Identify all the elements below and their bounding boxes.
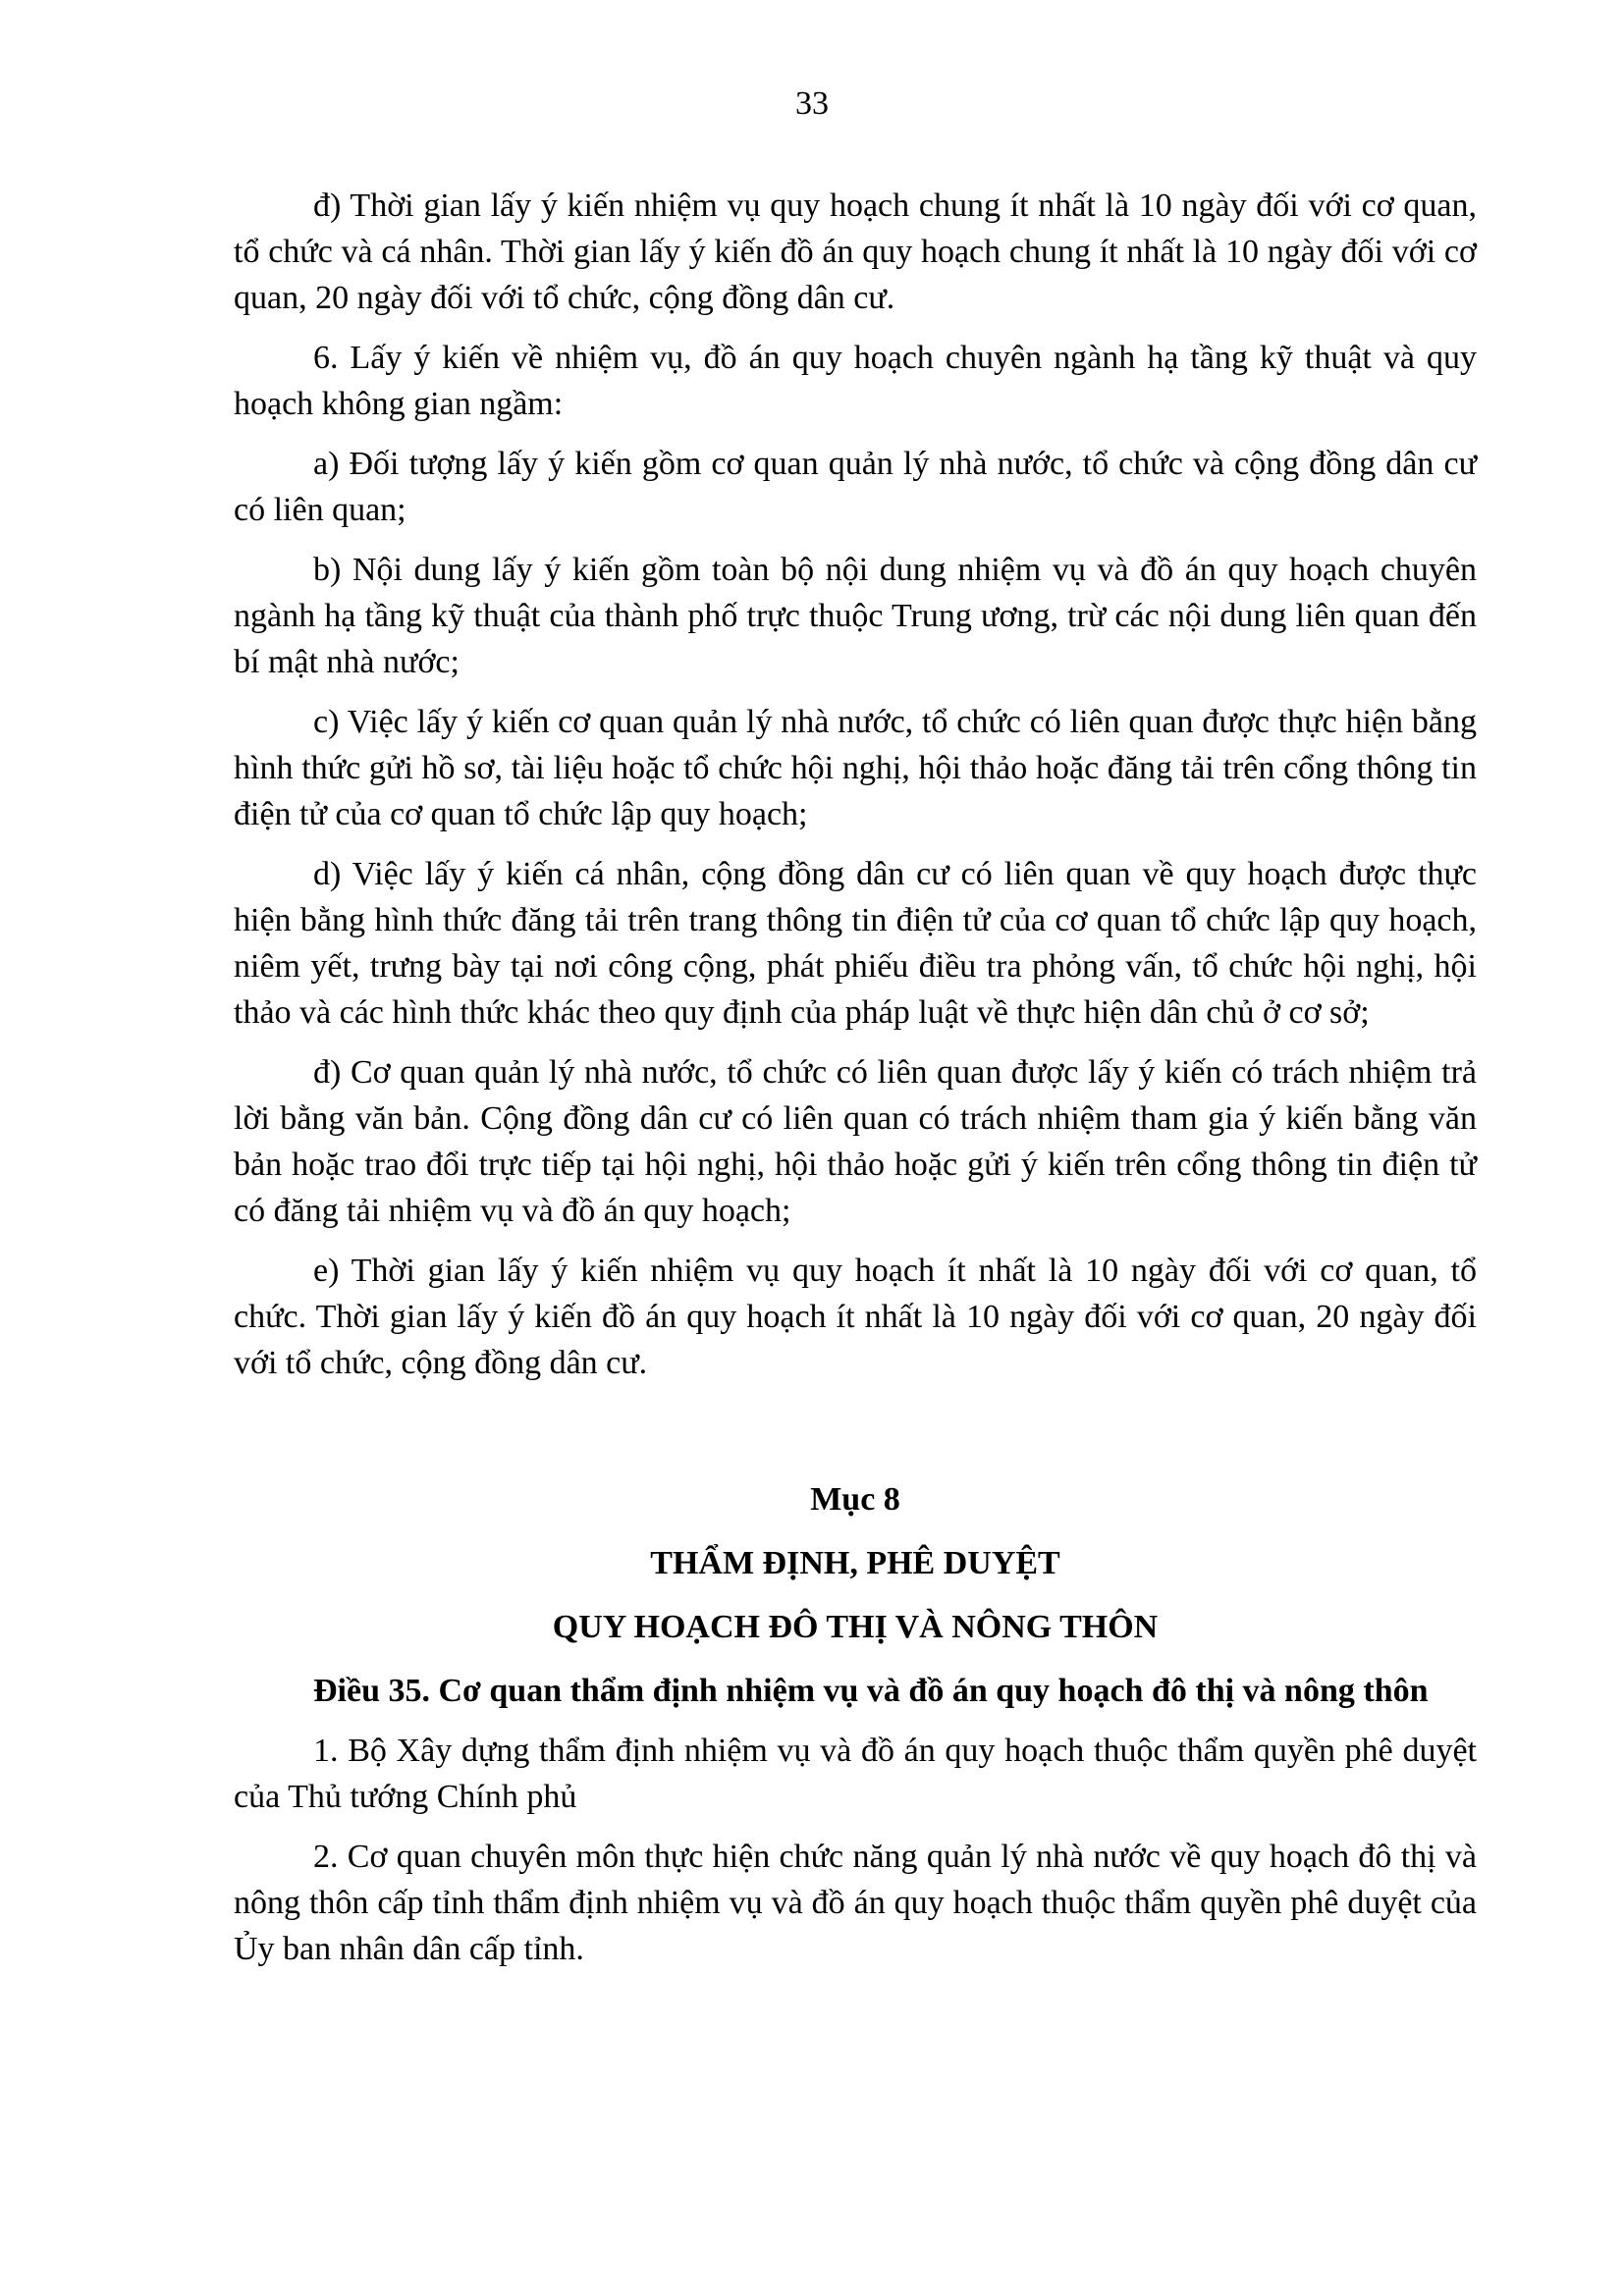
article-35-clause-1: 1. Bộ Xây dựng thẩm định nhiệm vụ và đồ án quy hoạch thuộc thẩm quyền phê duyệt của Thủ tướng Chính phủ — [234, 1733, 1477, 1815]
paragraph-e-time: e) Thời gian lấy ý kiến nhiệm vụ quy hoạch ít nhất là 10 ngày đối với cơ quan, tổ chức. Thời gian lấy ý kiến đồ án quy hoạch ít nhất là 10 ngày đối với cơ quan, 20 ngày đối với tổ chức, cộng đồng dân cư. — [234, 1253, 1477, 1381]
article-35-heading: Điều 35. Cơ quan thẩm định nhiệm vụ và đồ án quy hoạch đô thị và nông thôn — [313, 1673, 1429, 1709]
page-number: 33 — [795, 85, 829, 122]
paragraph-dd-responsibility: đ) Cơ quan quản lý nhà nước, tổ chức có liên quan được lấy ý kiến có trách nhiệm trả lời bằng văn bản. Cộng đồng dân cư có liên quan có trách nhiệm tham gia ý kiến bằng văn bản hoặc trao đổi trực tiếp tại hội nghị, hội thảo hoặc gửi ý kiến trên cổng thông tin điện tử có đăng tải nhiệm vụ và đồ án quy hoạch; — [234, 1054, 1477, 1229]
paragraph-a-subjects: a) Đối tượng lấy ý kiến gồm cơ quan quản lý nhà nước, tổ chức và cộng đồng dân cư có liên quan; — [234, 446, 1477, 528]
document-body — [234, 183, 1477, 1986]
paragraph-d-time-general-planning: đ) Thời gian lấy ý kiến nhiệm vụ quy hoạch chung ít nhất là 10 ngày đối với cơ quan, tổ chức và cá nhân. Thời gian lấy ý kiến đồ án quy hoạch chung ít nhất là 10 ngày đối với cơ quan, 20 ngày đối với tổ chức, cộng đồng dân cư. — [234, 187, 1477, 316]
section-label: Mục 8 — [810, 1481, 900, 1518]
paragraph-clause-6: 6. Lấy ý kiến về nhiệm vụ, đồ án quy hoạch chuyên ngành hạ tầng kỹ thuật và quy hoạch không gian ngầm: — [234, 340, 1477, 422]
article-35-clause-2: 2. Cơ quan chuyên môn thực hiện chức năng quản lý nhà nước về quy hoạch đô thị và nông thôn cấp tỉnh thẩm định nhiệm vụ và đồ án quy hoạch thuộc thẩm quyền phê duyệt của Ủy ban nhân dân cấp tỉnh. — [234, 1839, 1477, 1967]
paragraph-d-individuals: d) Việc lấy ý kiến cá nhân, cộng đồng dân cư có liên quan về quy hoạch được thực hiện bằng hình thức đăng tải trên trang thông tin điện tử của cơ quan tổ chức lập quy hoạch, niêm yết, trưng bày tại nơi công cộng, phát phiếu điều tra phỏng vấn, tổ chức hội nghị, hội thảo và các hình thức khác theo quy định của pháp luật về thực hiện dân chủ ở cơ sở; — [234, 856, 1477, 1031]
section-title-line-2: QUY HOẠCH ĐÔ THỊ VÀ NÔNG THÔN — [552, 1609, 1159, 1645]
paragraph-b-content: b) Nội dung lấy ý kiến gồm toàn bộ nội dung nhiệm vụ và đồ án quy hoạch chuyên ngành hạ tầng kỹ thuật của thành phố trực thuộc Trung ương, trừ các nội dung liên quan đến bí mật nhà nước; — [234, 552, 1477, 680]
paragraph-c-agencies: c) Việc lấy ý kiến cơ quan quản lý nhà nước, tổ chức có liên quan được thực hiện bằng hình thức gửi hồ sơ, tài liệu hoặc tổ chức hội nghị, hội thảo hoặc đăng tải trên cổng thông tin điện tử của cơ quan tổ chức lập quy hoạch; — [234, 704, 1477, 832]
section-heading — [234, 1476, 1477, 1650]
section-title-line-1: THẨM ĐỊNH, PHÊ DUYỆT — [650, 1545, 1060, 1581]
